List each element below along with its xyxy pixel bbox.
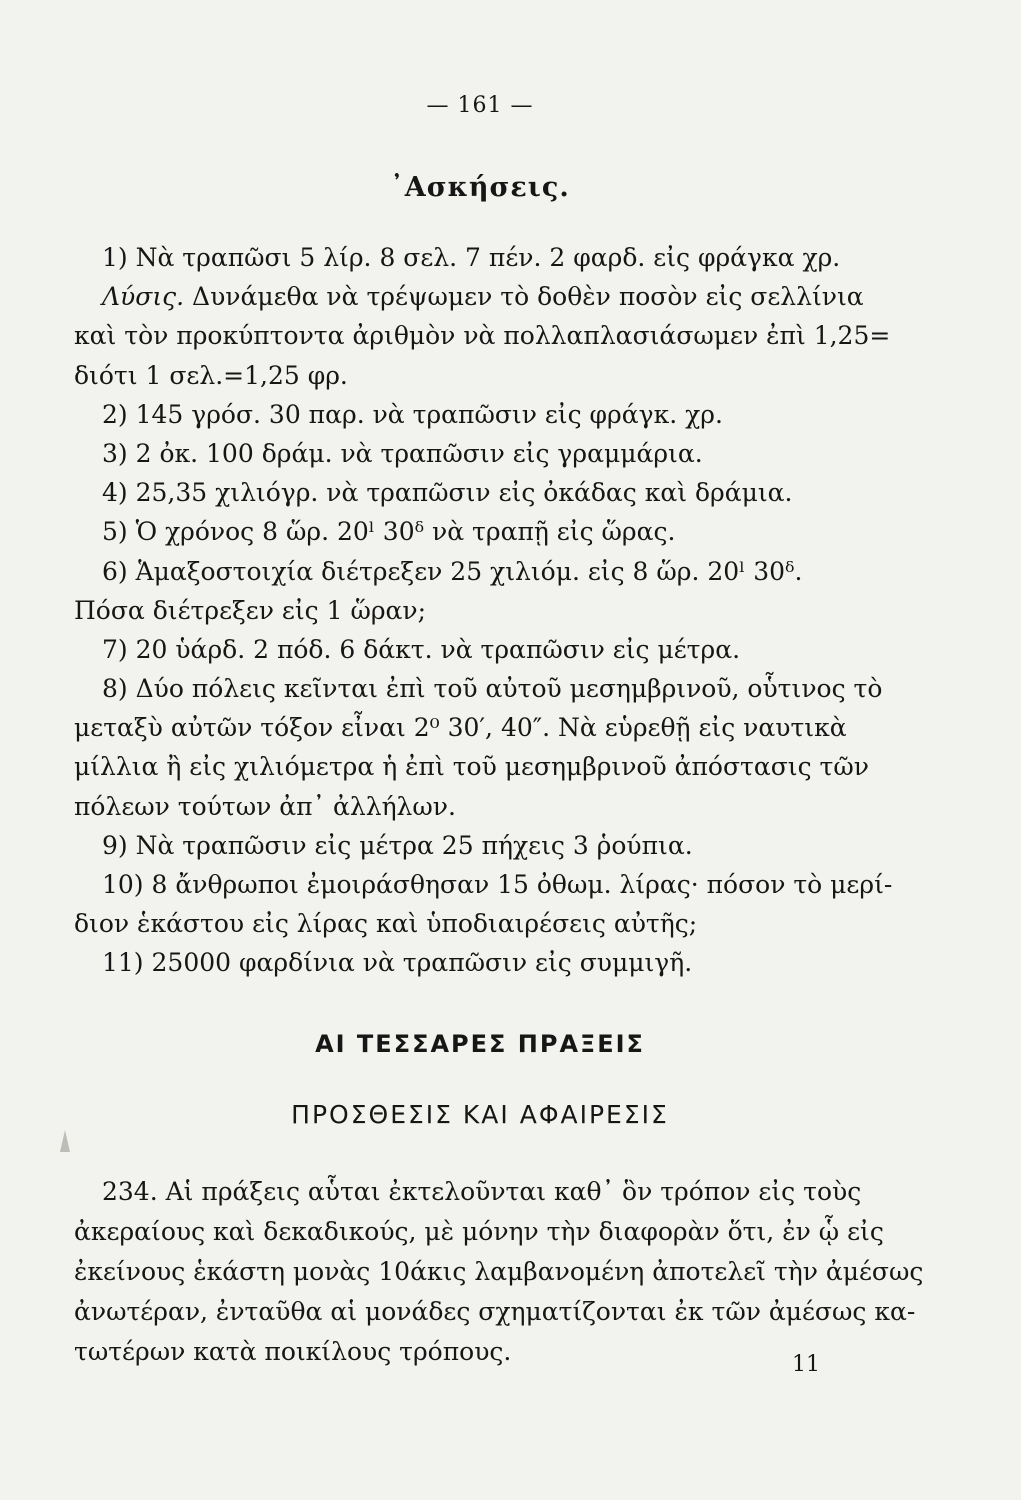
paragraph-line: ἐκείνους ἑκάστη μονὰς 10άκις λαμβανομένη ἀποτελεῖ τὴν ἀμέσως xyxy=(74,1257,924,1286)
exercise-text: 9) Νὰ τραπῶσιν εἰς μέτρα 25 πήχεις 3 ῥούπια. xyxy=(102,830,693,860)
exercise-line xyxy=(74,630,904,669)
exercise-line xyxy=(74,238,904,277)
exercises-list xyxy=(74,238,904,983)
exercise-text: Δυνάμεθα νὰ τρέψωμεν τὸ δοθὲν ποσὸν εἰς σελλίνια xyxy=(184,282,864,312)
paragraph-234 xyxy=(74,1172,924,1372)
page-number: — 161 — xyxy=(426,93,534,118)
exercise-text: 1) Νὰ τραπῶσι 5 λίρ. 8 σελ. 7 πέν. 2 φαρδ. εἰς φράγκα χρ. xyxy=(102,243,841,272)
exercise-line xyxy=(74,747,904,786)
exercise-line xyxy=(74,316,904,355)
signature-mark: 11 xyxy=(792,1352,820,1377)
exercise-line xyxy=(74,904,904,943)
exercise-line xyxy=(74,356,904,395)
exercise-line xyxy=(74,473,904,512)
exercise-line xyxy=(74,708,904,747)
exercise-line xyxy=(74,512,904,551)
page-smudge xyxy=(60,1130,70,1152)
exercise-text: καὶ τὸν προκύπτοντα ἀριθμὸν νὰ πολλαπλασιάσωμεν ἐπὶ 1,25= xyxy=(74,321,891,351)
exercise-text: 7) 20 ὑάρδ. 2 πόδ. 6 δάκτ. νὰ τραπῶσιν εἰς μέτρα. xyxy=(102,634,741,664)
exercise-line xyxy=(74,943,904,982)
exercise-line xyxy=(74,787,904,826)
exercise-text: 4) 25,35 χιλιόγρ. νὰ τραπῶσιν εἰς ὀκάδας καὶ δράμια. xyxy=(102,478,793,508)
exercise-text: διότι 1 σελ.=1,25 φρ. xyxy=(74,360,348,390)
chapter-heading: ΑΙ ΤΕΣΣΑΡΕΣ ΠΡΑΞΕΙΣ xyxy=(315,1030,645,1058)
exercise-text: Πόσα διέτρεξεν εἰς 1 ὥραν; xyxy=(74,595,427,625)
section-title: ᾿Ασκήσεις. xyxy=(390,172,570,203)
exercise-text: 6) Ἁμαξοστοιχία διέτρεξεν 25 χιλιόμ. εἰς 8 ὥρ. 20ˡ 30ᵟ. xyxy=(102,556,803,586)
exercise-text: 10) 8 ἄνθρωποι ἐμοιράσθησαν 15 ὀθωμ. λίρας· πόσον τὸ μερί- xyxy=(102,870,893,899)
exercise-line xyxy=(74,865,904,904)
exercise-text: 5) Ὁ χρόνος 8 ὥρ. 20ˡ 30ᵟ νὰ τραπῇ εἰς ὥρας. xyxy=(102,517,676,547)
exercise-text: 2) 145 γρόσ. 30 παρ. νὰ τραπῶσιν εἰς φράγκ. χρ. xyxy=(102,399,723,429)
exercise-line xyxy=(74,277,904,316)
exercise-line xyxy=(74,591,904,630)
exercise-line xyxy=(74,434,904,473)
paragraph-line: ἀνωτέραν, ἐνταῦθα αἱ μονάδες σχηματίζονται ἐκ τῶν ἀμέσως κα- xyxy=(74,1297,916,1326)
solution-label: Λύσις. xyxy=(102,282,185,312)
exercise-text: πόλεων τούτων ἀπ᾿ ἀλλήλων. xyxy=(74,791,456,821)
exercise-line xyxy=(74,669,904,708)
paragraph-line: ἀκεραίους καὶ δεκαδικούς, μὲ μόνην τὴν διαφορὰν ὅτι, ἐν ᾧ εἰς xyxy=(74,1217,884,1246)
paragraph-line: 234. Αἱ πράξεις αὗται ἐκτελοῦνται καθ᾿ ὃν τρόπον εἰς τοὺς xyxy=(102,1177,862,1206)
exercise-text: 11) 25000 φαρδίνια νὰ τραπῶσιν εἰς συμμιγῆ. xyxy=(102,948,693,978)
paragraph-line: τωτέρων κατὰ ποικίλους τρόπους. xyxy=(74,1337,512,1366)
exercise-text: 8) Δύο πόλεις κεῖνται ἐπὶ τοῦ αὐτοῦ μεσημβρινοῦ, οὗτινος τὸ xyxy=(102,674,883,704)
exercise-line xyxy=(74,826,904,865)
exercise-text: μίλλια ἢ εἰς χιλιόμετρα ἡ ἐπὶ τοῦ μεσημβρινοῦ ἀπόστασις τῶν xyxy=(74,752,869,782)
exercise-line xyxy=(74,552,904,591)
exercise-line xyxy=(74,395,904,434)
exercise-text: μεταξὺ αὐτῶν τόξον εἶναι 2⁰ 30′, 40″. Νὰ εὑρεθῇ εἰς ναυτικὰ xyxy=(74,713,847,743)
exercise-text: 3) 2 ὀκ. 100 δράμ. νὰ τραπῶσιν εἰς γραμμάρια. xyxy=(102,438,703,468)
subchapter-heading: ΠΡΟΣΘΕΣΙΣ ΚΑΙ ΑΦΑΙΡΕΣΙΣ xyxy=(291,1100,669,1129)
exercise-text: διον ἑκάστου εἰς λίρας καὶ ὑποδιαιρέσεις αὐτῆς; xyxy=(74,909,698,939)
